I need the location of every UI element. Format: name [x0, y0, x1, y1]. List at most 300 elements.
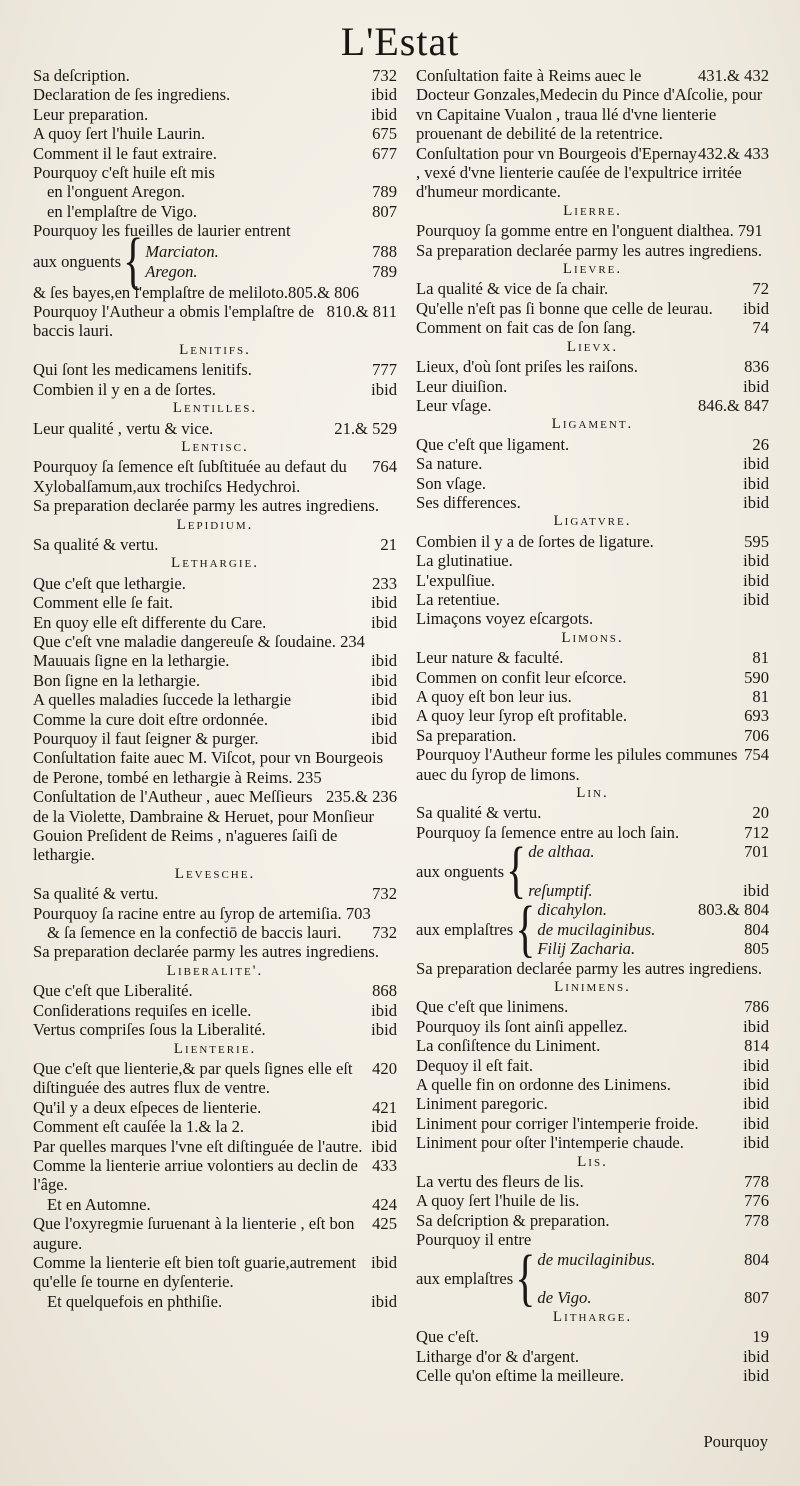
index-entry: [33, 419, 397, 438]
page-reference: 807: [744, 1288, 769, 1308]
page-reference: 732: [372, 923, 397, 943]
page-reference: ibid: [743, 492, 769, 512]
entry-text: Sa preparation declarée parmy les autres ingrediens.: [33, 496, 380, 516]
index-entry: [33, 632, 397, 651]
entry-text: Leur nature & faculté.: [416, 648, 564, 668]
entry-text: Que c'eſt que ligament.: [416, 434, 570, 454]
entry-text: Qui ſont les medicamens lenitifs.: [33, 360, 252, 380]
page-reference: ibid: [371, 1117, 397, 1137]
page-reference: 425: [372, 1214, 397, 1234]
page-reference: 786: [744, 997, 769, 1017]
index-entry: [33, 690, 397, 709]
page-reference: 804: [744, 1249, 769, 1269]
page-reference: 421: [372, 1097, 397, 1117]
index-entry: [33, 283, 397, 302]
page-reference: ibid: [743, 376, 769, 396]
entry-text: Leur qualité , vertu & vice.: [33, 418, 214, 438]
section-heading: Lepidium.: [176, 516, 254, 533]
page-reference: 235.& 236: [326, 787, 397, 807]
page-reference: ibid: [743, 473, 769, 493]
page-reference: ibid: [371, 612, 397, 632]
entry-text: Sa nature.: [416, 454, 483, 474]
entry-text: Mauuais ſigne en la lethargie.: [33, 651, 230, 671]
page-reference: 777: [372, 360, 397, 380]
brace-item-text: de mucilaginibus.: [537, 919, 656, 939]
page-reference: 701: [744, 842, 769, 862]
index-entry: [416, 1172, 769, 1191]
index-entry: [416, 1366, 769, 1385]
entry-text: Qu'elle n'eſt pas ſi bonne que celle de leurau.: [416, 298, 713, 318]
entry-text: Sa deſcription & preparation.: [416, 1210, 610, 1230]
section-heading: Ligatvre.: [553, 513, 632, 530]
page-reference: ibid: [743, 1133, 769, 1153]
entry-text: Comment eſt cauſée la 1.& la 2.: [33, 1117, 245, 1137]
index-entry: [416, 1191, 769, 1210]
index-entry: [33, 1214, 397, 1253]
page-reference: ibid: [371, 1020, 397, 1040]
page-reference: ibid: [371, 1000, 397, 1020]
index-entry: [416, 1133, 769, 1152]
page-reference: 788: [372, 242, 397, 262]
index-entry: [416, 1347, 769, 1366]
entry-text: A quelles maladies ſuccede la lethargie: [33, 690, 292, 710]
page-reference: ibid: [743, 298, 769, 318]
entry-text: Sa preparation.: [416, 725, 517, 745]
entry-text: Pourquoy ſa ſemence entre au loch ſain.: [416, 822, 680, 842]
section-heading: Lievre.: [562, 261, 623, 278]
brace-item-text: reſumptif.: [528, 881, 593, 901]
page-reference: 803.& 804: [698, 900, 769, 920]
index-entry: [33, 1059, 397, 1098]
entry-text: Liniment pour corriger l'intemperie froide.: [416, 1113, 699, 1133]
curly-brace-icon: {: [515, 1244, 536, 1314]
index-entry: [33, 163, 397, 182]
index-entry: [33, 202, 397, 221]
index-entry: [416, 1075, 769, 1094]
index-entry: [416, 474, 769, 493]
index-entry: [33, 1195, 397, 1214]
section-heading: Lierre.: [563, 202, 622, 219]
page-reference: 81: [752, 687, 769, 706]
page-reference: 778: [744, 1172, 769, 1192]
page-reference: 72: [752, 279, 769, 299]
index-entry: [416, 571, 769, 590]
index-entry: [416, 1056, 769, 1075]
section-heading: Lenitifs.: [179, 341, 251, 358]
entry-text: La retentiue.: [416, 589, 500, 609]
page-reference: ibid: [743, 589, 769, 609]
index-entry: [416, 997, 769, 1016]
entry-text: Ses differences.: [416, 492, 521, 512]
brace-label: aux onguents: [416, 861, 505, 881]
page-reference: ibid: [743, 881, 769, 901]
page-reference: ibid: [371, 1291, 397, 1311]
entry-text: Pourquoy ſa gomme entre en l'onguent dialthea. 791: [416, 221, 763, 241]
section-heading: Limons.: [561, 629, 624, 646]
page-reference: 807: [372, 201, 397, 221]
page-reference: 868: [372, 981, 397, 1001]
entry-text: Sa deſcription.: [33, 66, 130, 85]
entry-text: Sa preparation declarée parmy les autres ingrediens.: [416, 240, 763, 260]
index-entry: [416, 1211, 769, 1230]
index-entry: [33, 144, 397, 163]
entry-text: Que c'eſt que Liberalité.: [33, 981, 193, 1001]
index-entry: [33, 884, 397, 903]
index-entry: [33, 942, 397, 961]
entry-text: Sa qualité & vertu.: [33, 884, 159, 904]
page-reference: ibid: [743, 1016, 769, 1036]
entry-text: Limaçons voyez eſcargots.: [416, 609, 594, 629]
index-entry: [416, 648, 769, 667]
page-reference: 776: [744, 1191, 769, 1211]
entry-text: La glutinatiue.: [416, 551, 513, 571]
section-heading: Litharge.: [552, 1308, 633, 1325]
page-reference: 233: [372, 573, 397, 593]
index-entry: [416, 144, 769, 202]
index-entry: [416, 279, 769, 298]
entry-text: Pourquoy les fueilles de laurier entrent: [33, 221, 291, 241]
brace-item-text: Marciaton.: [145, 242, 219, 262]
index-entry: [416, 357, 769, 376]
index-entry: [33, 787, 397, 865]
page-reference: 764: [372, 457, 397, 477]
brace-label: aux emplaſtres: [416, 919, 514, 939]
right-column: [416, 66, 769, 1385]
page-reference: 732: [372, 66, 397, 85]
curly-brace-icon: {: [123, 227, 144, 297]
page-reference: ibid: [371, 709, 397, 729]
entry-text: & ſes bayes,en l'emplaſtre de meliloto.805.& 806: [33, 282, 360, 302]
entry-text: Dequoy il eſt fait.: [416, 1055, 534, 1075]
index-entry: [33, 729, 397, 748]
index-entry: [33, 671, 397, 690]
page-reference: 431.& 432: [698, 66, 769, 85]
entry-text: Pourquoy il faut ſeigner & purger.: [33, 729, 259, 748]
page-reference: 836: [744, 357, 769, 377]
entry-text: Conſultation de l'Autheur , auec Meſſieurs de la Violette, Dambraine & Heruet, pour Monſieur Gouion Preſident de Reims , n'agueres ſaiſi de lethargie.: [33, 787, 375, 865]
page-reference: 26: [752, 434, 769, 454]
page-reference: 677: [372, 143, 397, 163]
page-reference: 846.& 847: [698, 395, 769, 415]
entry-text: Comme la lienterie arriue volontiers au declin de l'âge.: [33, 1155, 358, 1195]
index-entry: [416, 1094, 769, 1113]
section-heading: Liberalite'.: [166, 962, 264, 979]
index-entry: [33, 182, 397, 201]
index-entry: [416, 803, 769, 822]
brace-item: [537, 1250, 769, 1269]
page-reference: 19: [752, 1327, 769, 1347]
entry-text: Conſiderations requiſes en icelle.: [33, 1000, 252, 1020]
index-entry: [416, 609, 769, 628]
index-entry: [33, 1020, 397, 1039]
page-reference: ibid: [371, 593, 397, 613]
page-reference: 21: [380, 534, 397, 554]
page-reference: 74: [752, 318, 769, 338]
index-entry: [33, 66, 397, 85]
page-reference: 712: [744, 822, 769, 842]
entry-text: Declaration de ſes ingrediens.: [33, 85, 231, 105]
page-reference: ibid: [371, 670, 397, 690]
entry-text: Que l'oxyregmie ſuruenant à la lienterie , eſt bon augure.: [33, 1214, 355, 1253]
index-entry: [33, 85, 397, 104]
index-entry: [416, 590, 769, 609]
index-entry: [33, 923, 397, 942]
entry-text: La vertu des fleurs de lis.: [416, 1172, 584, 1192]
entry-text: Celle qu'on eſtime la meilleure.: [416, 1366, 625, 1386]
brace-item: [528, 862, 769, 881]
brace-item-text: de mucilaginibus.: [537, 1249, 656, 1269]
page-reference: 789: [372, 182, 397, 202]
section-heading: Levesche.: [174, 865, 256, 882]
brace-item: [537, 939, 769, 958]
entry-text: Sa preparation declarée parmy les autres ingrediens.: [33, 942, 380, 962]
page-reference: ibid: [371, 379, 397, 399]
index-entry: [416, 318, 769, 337]
page-reference: 754: [744, 745, 769, 765]
brace-group: [416, 1244, 769, 1314]
entry-text: Que c'eſt.: [416, 1327, 479, 1347]
page-reference: 789: [372, 261, 397, 281]
entry-text: Combien il y en a de ſortes.: [33, 379, 216, 399]
page-reference: ibid: [743, 1346, 769, 1366]
index-entry: [33, 710, 397, 729]
index-entry: [33, 221, 397, 240]
entry-text: Comme la cure doit eſtre ordonnée.: [33, 709, 268, 729]
entry-text: Que c'eſt que linimens.: [416, 997, 569, 1017]
section-heading: Lienterie.: [173, 1040, 257, 1057]
section-heading: Lentilles.: [172, 400, 258, 417]
index-entry: [33, 574, 397, 593]
brace-item-text: dicahylon.: [537, 900, 607, 920]
entry-text: Litharge d'or & d'argent.: [416, 1346, 579, 1366]
section-heading: Lethargie.: [171, 555, 259, 572]
entry-text: A quoy ſert l'huile Laurin.: [33, 124, 206, 144]
entry-text: Qu'il y a deux eſpeces de lienterie.: [33, 1097, 262, 1117]
index-entry: [33, 981, 397, 1000]
index-entry: [33, 302, 397, 341]
page-reference: ibid: [743, 1113, 769, 1133]
index-entry: [33, 613, 397, 632]
index-entry: [416, 687, 769, 706]
index-entry: [33, 1253, 397, 1292]
entry-text: Que c'eſt que lethargie.: [33, 573, 186, 593]
entry-text: Pourquoy l'Autheur a obmis l'emplaſtre de baccis lauri.: [33, 302, 315, 341]
index-entry: [416, 299, 769, 318]
page-reference: 590: [744, 667, 769, 687]
entry-text: Comment il le faut extraire.: [33, 143, 217, 163]
page-reference: ibid: [371, 1136, 397, 1156]
brace-item: [537, 920, 769, 939]
entry-text: Leur vſage.: [416, 395, 492, 415]
entry-text: Liniment pour oſter l'intemperie chaude.: [416, 1133, 684, 1153]
page-reference: 21.& 529: [334, 418, 397, 438]
index-entry: [416, 551, 769, 570]
index-entry: [33, 535, 397, 554]
page-reference: 81: [752, 648, 769, 668]
index-entry: [416, 1036, 769, 1055]
entry-text: En quoy elle eſt differente du Care.: [33, 612, 267, 632]
page-reference: 804: [744, 919, 769, 939]
page-reference: ibid: [371, 729, 397, 748]
section-heading: Lievx.: [566, 338, 619, 355]
page-reference: 693: [744, 706, 769, 726]
page-reference: 20: [752, 803, 769, 823]
index-entry: [33, 1156, 397, 1195]
brace-item: [145, 242, 397, 261]
index-entry: [416, 1017, 769, 1036]
index-entry: [416, 1114, 769, 1133]
entry-text: Leur diuiſion.: [416, 376, 508, 396]
entry-text: Bon ſigne en la lethargie.: [33, 670, 200, 690]
curly-brace-icon: {: [506, 836, 527, 906]
index-entry: [416, 1230, 769, 1249]
brace-item: [537, 1269, 769, 1288]
entry-text: Leur preparation.: [33, 104, 149, 124]
entry-text: A quoy leur ſyrop eſt profitable.: [416, 706, 628, 726]
page-reference: 433: [372, 1155, 397, 1175]
index-entry: [416, 396, 769, 415]
section-heading: Lentisc.: [181, 438, 249, 455]
entry-text: Conſultation faite auec M. Viſcot, pour vn Bourgeois de Perone, tombé en lethargie à Reims. 235: [33, 748, 384, 787]
entry-text: La qualité & vice de ſa chair.: [416, 279, 609, 299]
index-entry: [33, 593, 397, 612]
page-reference: 420: [372, 1058, 397, 1078]
index-entry: [33, 748, 397, 787]
page-reference: ibid: [743, 551, 769, 571]
entry-text: Lieux, d'où ſont priſes les raiſons.: [416, 357, 638, 377]
section-heading: Linimens.: [554, 979, 631, 995]
page-reference: ibid: [743, 1366, 769, 1386]
page-reference: 805: [744, 939, 769, 959]
index-entry: [416, 726, 769, 745]
entry-text: Sa qualité & vertu.: [33, 534, 159, 554]
section-heading: Lin.: [576, 785, 609, 802]
entry-text: Et en Automne.: [47, 1194, 151, 1214]
index-entry: [33, 1001, 397, 1020]
entry-text: Liniment paregoric.: [416, 1094, 548, 1114]
brace-item: [528, 842, 769, 861]
index-entry: [33, 904, 397, 923]
brace-item: [528, 881, 769, 900]
brace-item: [145, 262, 397, 281]
entry-text: Comment elle ſe fait.: [33, 593, 174, 613]
page-reference: ibid: [371, 690, 397, 710]
brace-item-text: Aregon.: [145, 261, 198, 281]
curly-brace-icon: {: [515, 895, 536, 964]
brace-group: [416, 895, 769, 964]
page-reference: ibid: [743, 570, 769, 590]
entry-text: Pourquoy ſa racine entre au ſyrop de artemiſia. 703: [33, 903, 371, 923]
index-entry: [33, 380, 397, 399]
catchword: Pourquoy: [703, 1432, 768, 1451]
index-entry: [33, 1137, 397, 1156]
brace-item: [537, 900, 769, 919]
brace-item-text: de althaa.: [528, 842, 595, 862]
page-reference: 814: [744, 1036, 769, 1056]
index-entry: [416, 668, 769, 687]
index-entry: [416, 454, 769, 473]
entry-text: Que c'eſt que lienterie,& par quels ſignes elle eſt diſtinguée des autres flux de ventre.: [33, 1058, 353, 1098]
entry-text: Sa qualité & vertu.: [416, 803, 542, 823]
entry-text: Pourquoy ils ſont ainſi appellez.: [416, 1016, 628, 1036]
index-entry: [416, 435, 769, 454]
index-entry: [33, 457, 397, 496]
brace-label: aux emplaſtres: [416, 1269, 514, 1289]
index-entry: [416, 959, 769, 978]
entry-text: A quoy ſert l'huile de lis.: [416, 1191, 580, 1211]
page-reference: 810.& 811: [326, 302, 397, 322]
entry-text: Combien il y a de ſortes de ligature.: [416, 531, 654, 551]
index-entry: [33, 1292, 397, 1311]
brace-label: aux onguents: [33, 251, 122, 271]
entry-text: Conſultation faite à Reims auec le Docteur Gonzales,Medecin du Pince d'Aſcolie, pour vn Capitaine Vualon , traua llé d'vne lienterie prouenant de debilité de la retentrice.: [416, 66, 763, 144]
entry-text: en l'onguent Aregon.: [47, 182, 186, 202]
index-entry: [416, 745, 769, 784]
page-reference: ibid: [371, 104, 397, 124]
entry-text: Son vſage.: [416, 473, 487, 493]
entry-text: A quoy eſt bon leur ius.: [416, 687, 572, 706]
running-head: L'Estat: [340, 19, 460, 64]
page-reference: ibid: [743, 1075, 769, 1095]
entry-text: A quelle fin on ordonne des Linimens.: [416, 1075, 671, 1095]
page-reference: 675: [372, 124, 397, 144]
index-entry: [416, 823, 769, 842]
page-reference: ibid: [743, 1055, 769, 1075]
brace-group: [416, 836, 769, 906]
entry-text: Pourquoy c'eſt huile eſt mis: [33, 163, 215, 183]
section-heading: Ligament.: [551, 416, 634, 433]
page-reference: 706: [744, 725, 769, 745]
entry-text: Pourquoy ſa ſemence eſt ſubſtituée au defaut du Xylobalſamum,aux trochiſcs Hedychroi.: [33, 457, 347, 496]
entry-text: Par quelles marques l'vne eſt diſtinguée de l'autre.: [33, 1136, 363, 1156]
left-column: [33, 66, 397, 1311]
section-heading: Lis.: [577, 1153, 608, 1170]
brace-item-text: de Vigo.: [537, 1288, 592, 1308]
entry-text: Sa preparation declarée parmy les autres ingrediens.: [416, 958, 763, 978]
index-entry: [416, 377, 769, 396]
entry-text: Et quelquefois en phthiſie.: [47, 1291, 223, 1311]
index-entry: [416, 532, 769, 551]
entry-text: Comme la lienterie eſt bien toſt guarie,autrement qu'elle ſe tourne en dyſenterie.: [33, 1252, 357, 1292]
entry-text: L'expulſiue.: [416, 570, 496, 590]
brace-item: [537, 1288, 769, 1307]
brace-item-text: Filij Zacharia.: [537, 939, 636, 959]
entry-text: Pourquoy il entre: [416, 1230, 532, 1250]
entry-text: en l'emplaſtre de Vigo.: [47, 201, 198, 221]
index-entry: [33, 124, 397, 143]
index-entry: [33, 1098, 397, 1117]
page-reference: ibid: [371, 85, 397, 105]
index-entry: [416, 241, 769, 260]
entry-text: Conſultation pour vn Bourgeois d'Epernay , vexé d'vne lienterie cauſée de l'expultrice irritée d'humeur mordicante.: [416, 143, 742, 202]
page-reference: 732: [372, 884, 397, 904]
index-entry: [33, 105, 397, 124]
index-entry: [416, 706, 769, 725]
page-reference: ibid: [743, 1094, 769, 1114]
index-entry: [33, 360, 397, 379]
page-reference: ibid: [743, 454, 769, 474]
index-entry: [33, 651, 397, 670]
page-reference: ibid: [371, 1252, 397, 1272]
index-entry: [33, 496, 397, 515]
entry-text: Pourquoy l'Autheur forme les pilules communes auec du ſyrop de limons.: [416, 745, 738, 784]
index-entry: [416, 66, 769, 144]
entry-text: Que c'eſt vne maladie dangereuſe & ſoudaine. 234: [33, 631, 365, 651]
index-entry: [416, 1327, 769, 1346]
index-entry: [416, 493, 769, 512]
page-reference: 424: [372, 1194, 397, 1214]
page-reference: ibid: [371, 651, 397, 671]
